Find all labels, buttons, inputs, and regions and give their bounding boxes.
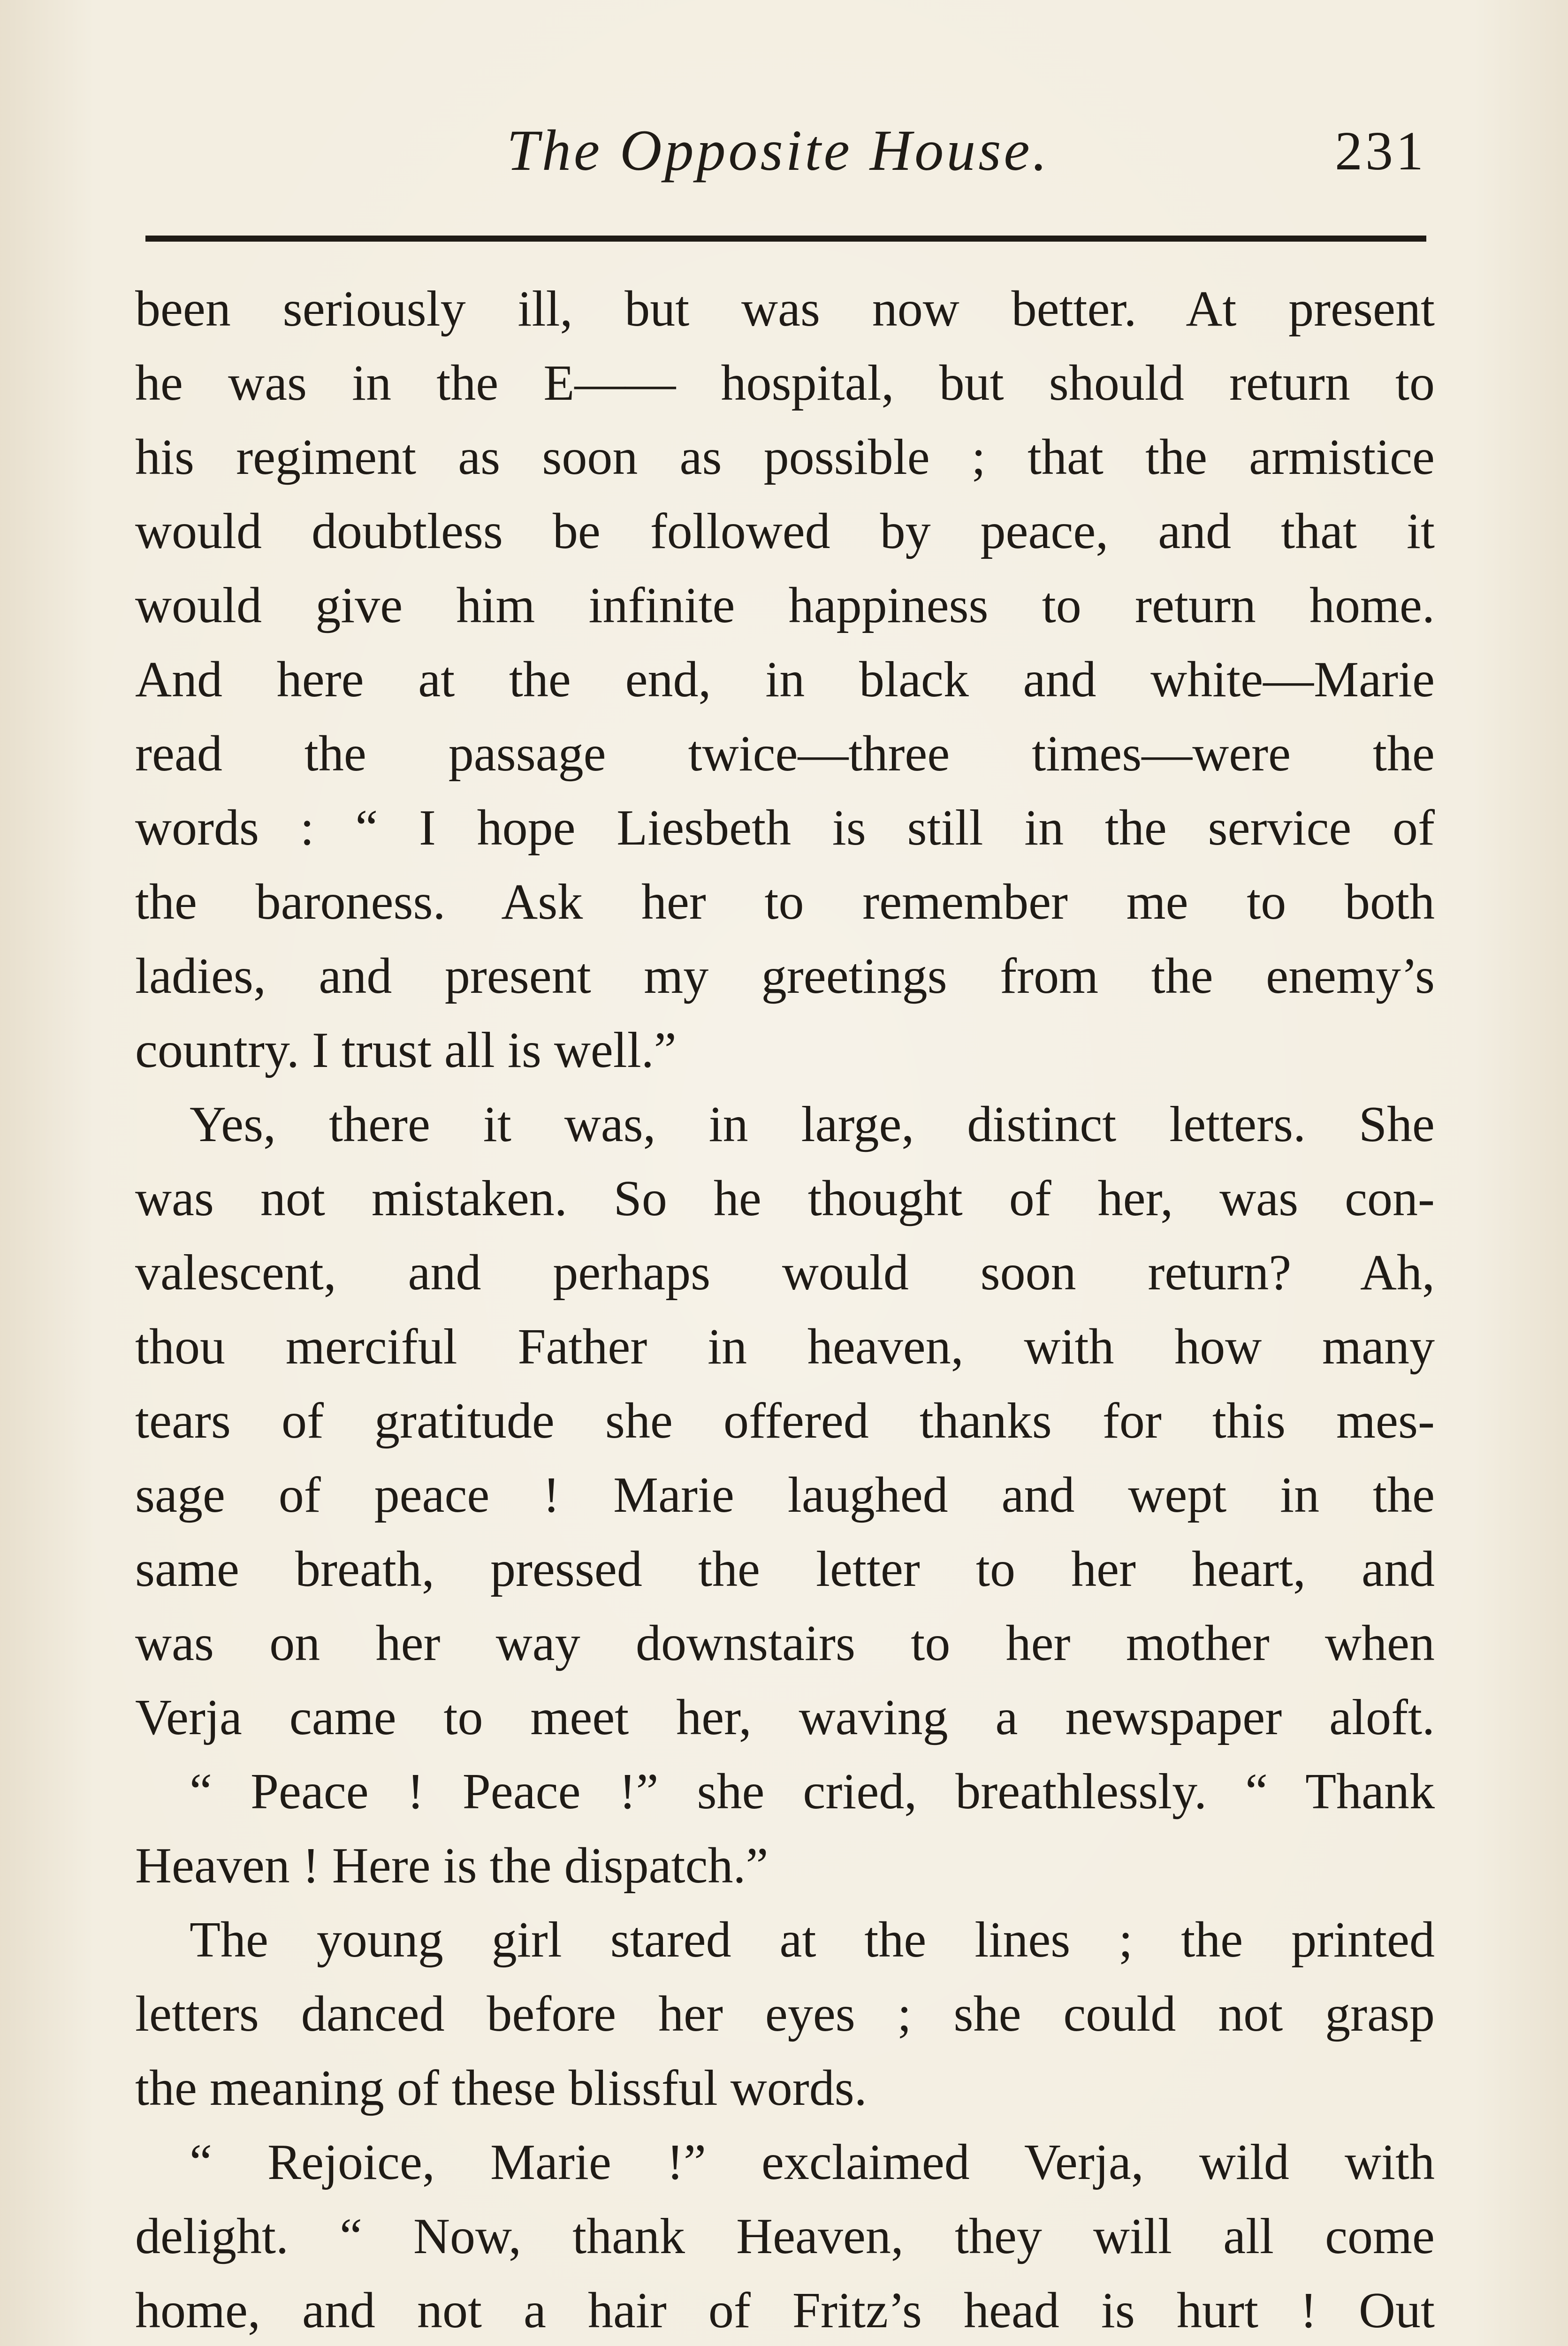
text-line: the baroness. Ask her to remember me to both <box>135 874 1435 930</box>
text-line: his regiment as soon as possible ; that the armistice <box>135 429 1435 485</box>
running-head <box>145 108 1426 202</box>
text-line: been seriously ill, but was now better. At present <box>135 281 1435 337</box>
text-line: home, and not a hair of Fritz’s head is hurt ! Out <box>135 2283 1435 2338</box>
text-line: tears of gratitude she offered thanks for this mes- <box>135 1393 1435 1449</box>
text-line: the meaning of these blissful words. <box>135 2060 867 2116</box>
text-line: The young girl stared at the lines ; the printed <box>190 1912 1435 1968</box>
text-line: same breath, pressed the letter to her heart, and <box>135 1541 1435 1597</box>
text-line: would give him infinite happiness to return home. <box>135 578 1435 633</box>
text-line: country. I trust all is well.” <box>135 1022 677 1078</box>
text-line: “ Rejoice, Marie !” exclaimed Verja, wild with <box>190 2134 1435 2190</box>
text-line: “ Peace ! Peace !” she cried, breathlessly. “ Thank <box>190 1764 1435 1820</box>
page-number: 231 <box>1335 120 1426 182</box>
text-line: Heaven ! Here is the dispatch.” <box>135 1838 769 1894</box>
text-line: Yes, there it was, in large, distinct letters. She <box>190 1097 1435 1152</box>
text-line: thou merciful Father in heaven, with how many <box>135 1319 1435 1375</box>
text-line: valescent, and perhaps would soon return? Ah, <box>135 1245 1435 1301</box>
text-line: read the passage twice—three times—were the <box>135 726 1435 782</box>
text-line: sage of peace ! Marie laughed and wept in the <box>135 1467 1435 1523</box>
text-line: would doubtless be followed by peace, and that it <box>135 503 1435 559</box>
text-line: delight. “ Now, thank Heaven, they will all come <box>135 2209 1435 2264</box>
text-line: words : “ I hope Liesbeth is still in the service of <box>135 800 1435 856</box>
text-line: Verja came to meet her, waving a newspaper aloft. <box>135 1690 1435 1745</box>
text-line: was on her way downstairs to her mother when <box>135 1615 1435 1671</box>
header-rule <box>145 236 1426 242</box>
text-line: And here at the end, in black and white—Marie <box>135 652 1435 708</box>
body-text <box>135 272 1435 2346</box>
text-line: he was in the E—— hospital, but should return to <box>135 355 1435 411</box>
text-line: ladies, and present my greetings from the enemy’s <box>135 948 1435 1004</box>
text-line: was not mistaken. So he thought of her, was con- <box>135 1171 1435 1226</box>
running-title: The Opposite House. <box>507 118 1050 183</box>
text-line: letters danced before her eyes ; she could not grasp <box>135 1986 1435 2042</box>
